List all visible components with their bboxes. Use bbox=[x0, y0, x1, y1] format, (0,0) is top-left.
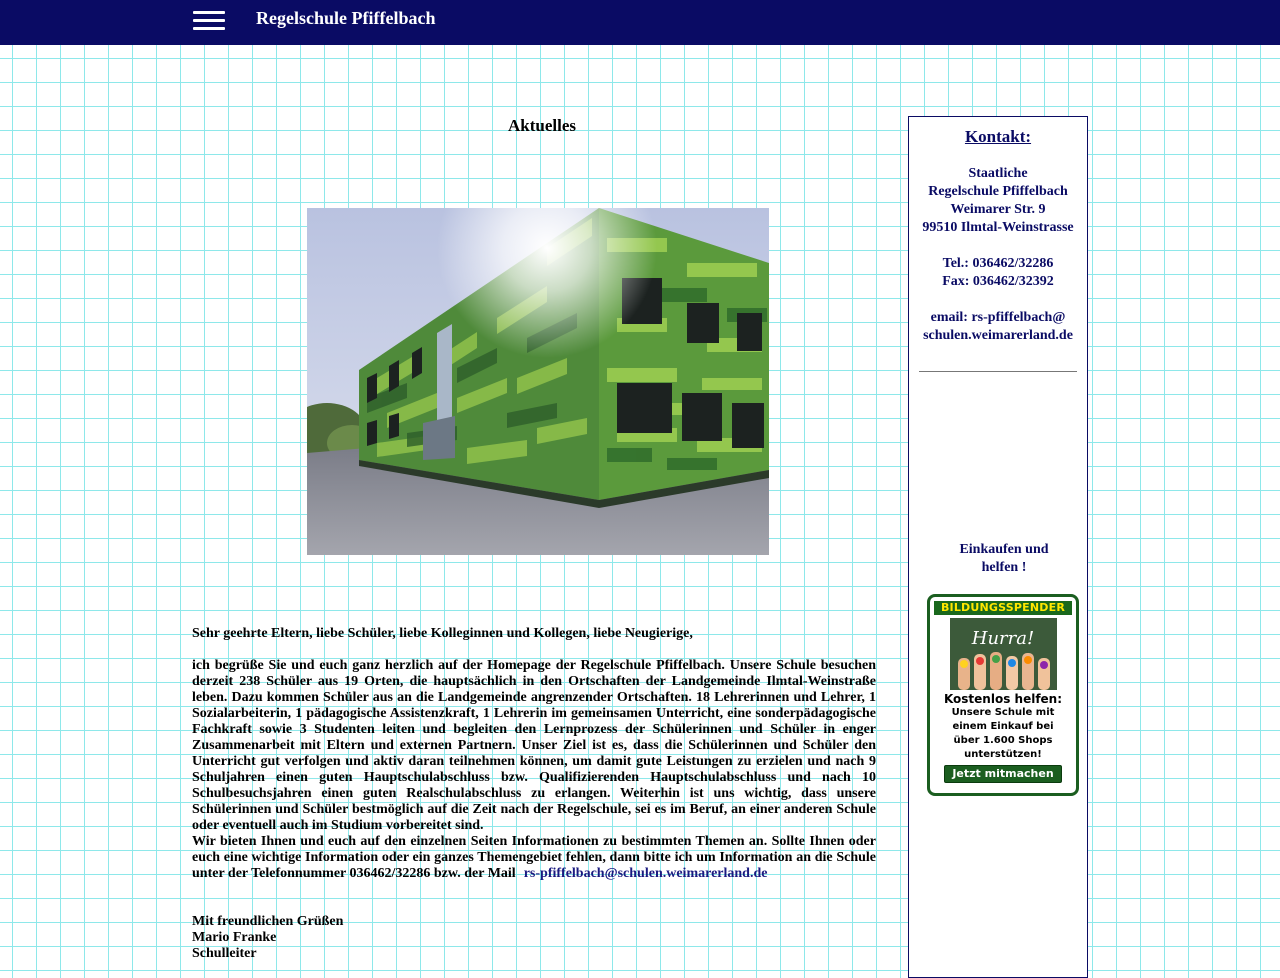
banner-text: einem Einkauf bei bbox=[952, 721, 1054, 732]
banner-text: über 1.600 Shops bbox=[953, 735, 1053, 746]
shop-help-text: Einkaufen und helfen ! bbox=[959, 542, 1049, 575]
bildungsspender-banner[interactable] bbox=[927, 594, 1079, 796]
intro-paragraph: ich begrüße Sie und euch ganz herzlich auf der Homepage der Regelschule Pfiffelbach. Unsere Schule besuchen derzeit 238 Schüler aus 19 Orten, die hauptsächlich in den Ortschaften der Landgemeinde Ilmtal-Weinstraße leben. Dazu kommen Schüler aus an die Landgemeinde angrenzender Ortschaften. 18 Lehrerinnen und Lehrer, 1 Sozialarbeiterin, 1 pädagogische Assistenzkraft, 1 Lehrerin im gemeinsamen Unterricht, eine sonderpädagogische Fachkraft sowie 3 Studenten leiten und begleiten den Lernprozess der Schülerinnen und Schüler in enger Zusammenarbeit mit Eltern und externen Partnern. Unser Ziel ist es, dass die Schülerinnen und Schüler den Unterricht gut verfolgen und aktiv daran teilnehmen können, um damit gute Leistungen zu erzielen und nach 9 Schuljahren einen guten Hauptschulabschluss bzw. Qualifizierenden Hauptschulabschluss und nach 10 Schulbesuchsjahren einen guten Realschulabschluss zu erlangen. Weiterhin ist uns wichtig, dass unsere Schülerinnen und Schüler bestmöglich auf die Zeit nach der Regelschule, sei es im Beruf, an einer anderen Schule oder eventuell auch im Studium vorbereitet sind. bbox=[192, 658, 876, 833]
contact-email-line: schulen.weimarerland.de bbox=[923, 328, 1073, 343]
banner-text: unterstützen! bbox=[964, 749, 1042, 760]
fax-number: Fax: 036462/32392 bbox=[942, 274, 1054, 289]
site-title[interactable]: Regelschule Pfiffelbach bbox=[256, 8, 436, 28]
contact-address bbox=[909, 165, 1087, 345]
contact-sidebar bbox=[908, 116, 1088, 978]
greeting-text: Sehr geehrte Eltern, liebe Schüler, liebe Kolleginnen und Kollegen, liebe Neugierige, bbox=[192, 626, 693, 641]
banner-image-text: Hurra! bbox=[971, 628, 1034, 649]
school-building-photo bbox=[307, 208, 769, 555]
welcome-letter bbox=[192, 626, 876, 962]
signer-name: Mario Franke bbox=[192, 930, 277, 945]
banner-headline: Kostenlos helfen: bbox=[943, 692, 1063, 706]
banner-chalkboard-image bbox=[950, 618, 1057, 690]
jetzt-mitmachen-button[interactable]: Jetzt mitmachen bbox=[944, 765, 1062, 783]
contact-heading[interactable]: Kontakt: bbox=[964, 127, 1032, 146]
hamburger-menu-icon[interactable] bbox=[193, 10, 225, 32]
signer-role: Schulleiter bbox=[192, 946, 257, 961]
top-navigation-bar bbox=[0, 0, 1280, 45]
address-line: Regelschule Pfiffelbach bbox=[928, 184, 1068, 199]
info-paragraph: Wir bieten Ihnen und euch auf den einzelnen Seiten Informationen zu bestimmten Themen an. Sollte Ihnen oder euch eine wichtige Information oder ein ganzes Themengebiet fehlen, dann bitte ich um Information an die Schule unter der Telefonnummer 036462/32286 bzw. der Mail rs-pfiffelbach@schulen.weimarerland.de bbox=[192, 834, 876, 881]
banner-title: BILDUNGSSPENDER bbox=[934, 601, 1072, 615]
phone-number: Tel.: 036462/32286 bbox=[942, 256, 1054, 271]
address-line: 99510 Ilmtal-Weinstrasse bbox=[922, 220, 1074, 235]
address-line: Weimarer Str. 9 bbox=[950, 202, 1046, 217]
banner-text: Unsere Schule mit bbox=[951, 707, 1055, 718]
closing-text: Mit freundlichen Grüßen bbox=[192, 914, 344, 929]
page-heading: Aktuelles bbox=[508, 116, 576, 135]
contact-email-line: email: rs-pfiffelbach@ bbox=[930, 310, 1066, 325]
address-line: Staatliche bbox=[968, 166, 1028, 181]
sidebar-divider bbox=[919, 371, 1077, 372]
school-email-link[interactable]: rs-pfiffelbach@schulen.weimarerland.de bbox=[523, 866, 768, 881]
